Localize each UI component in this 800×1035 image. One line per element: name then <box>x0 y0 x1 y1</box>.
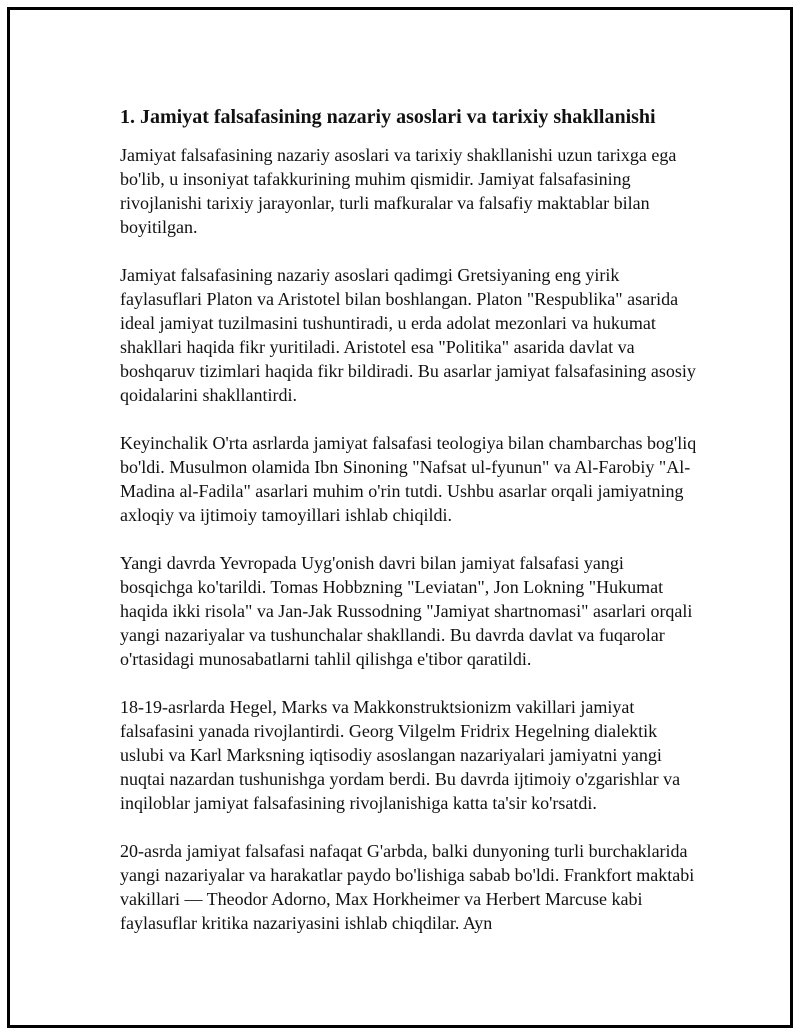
paragraph-4: Yangi davrda Yevropada Uyg'onish davri bilan jamiyat falsafasi yangi bosqichga ko'tarildi. Tomas Hobbzning "Leviatan", Jon Lokning "Hukumat haqida ikki risola" va Jan-Jak Russodning "Jamiyat shartnomasi" asarlari orqali yangi nazariyalar va tushunchalar shakllandi. Bu davrda davlat va fuqarolar o'rtasidagi munosabatlarni tahlil qilishga e'tibor qaratildi. <box>120 553 693 669</box>
paragraph-6: 20-asrda jamiyat falsafasi nafaqat G'arbda, balki dunyoning turli burchaklarida yangi nazariyalar va harakatlar paydo bo'lishiga sabab bo'ldi. Frankfort maktabi vakillari — Theodor Adorno, Max Horkheimer va Herbert Marcuse kabi faylasuflar kritika nazariyasini ishlab chiqdilar. Ayn <box>120 841 695 933</box>
page-frame <box>7 7 793 1028</box>
paragraph-3: Keyinchalik O'rta asrlarda jamiyat falsafasi teologiya bilan chambarchas bog'liq bo'ldi. Musulmon olamida Ibn Sinoning "Nafsat ul-fyunun" va Al-Farobiy "Al-Madina al-Fadila" asarlari muhim o'rin tutdi. Ushbu asarlar orqali jamiyatning axloqiy va ijtimoiy tamoyillari ishlab chiqildi. <box>120 433 697 525</box>
paragraph-2: Jamiyat falsafasining nazariy asoslari qadimgi Gretsiyaning eng yirik faylasuflari Platon va Aristotel bilan boshlangan. Platon "Respublika" asarida ideal jamiyat tuzilmasini tushuntiradi, u erda adolat mezonlari va hukumat shakllari haqida fikr yuritiladi. Aristotel esa "Politika" asarida davlat va boshqaruv tizimlari haqida fikr bildiradi. Bu asarlar jamiyat falsafasining asosiy qoidalarini shakllantirdi. <box>120 265 696 405</box>
document-body <box>120 100 700 959</box>
paragraph-1: Jamiyat falsafasining nazariy asoslari va tarixiy shakllanishi uzun tarixga ega bo'lib, u insoniyat tafakkurining muhim qismidir. Jamiyat falsafasining rivojlanishi tarixiy jarayonlar, turli mafkuralar va falsafiy maktablar bilan boyitilgan. <box>120 145 677 237</box>
section-heading: 1. Jamiyat falsafasining nazariy asoslari va tarixiy shakllanishi <box>120 106 656 128</box>
paragraph-5: 18-19-asrlarda Hegel, Marks va Makkonstruktsionizm vakillari jamiyat falsafasini yanada rivojlantirdi. Georg Vilgelm Fridrix Hegelning dialektik uslubi va Karl Marksning iqtisodiy asoslangan nazariyalari jamiyatni yangi nuqtai nazardan tushunishga yordam berdi. Bu davrda ijtimoiy o'zgarishlar va inqiloblar jamiyat falsafasining rivojlanishiga katta ta'sir ko'rsatdi. <box>120 697 681 813</box>
